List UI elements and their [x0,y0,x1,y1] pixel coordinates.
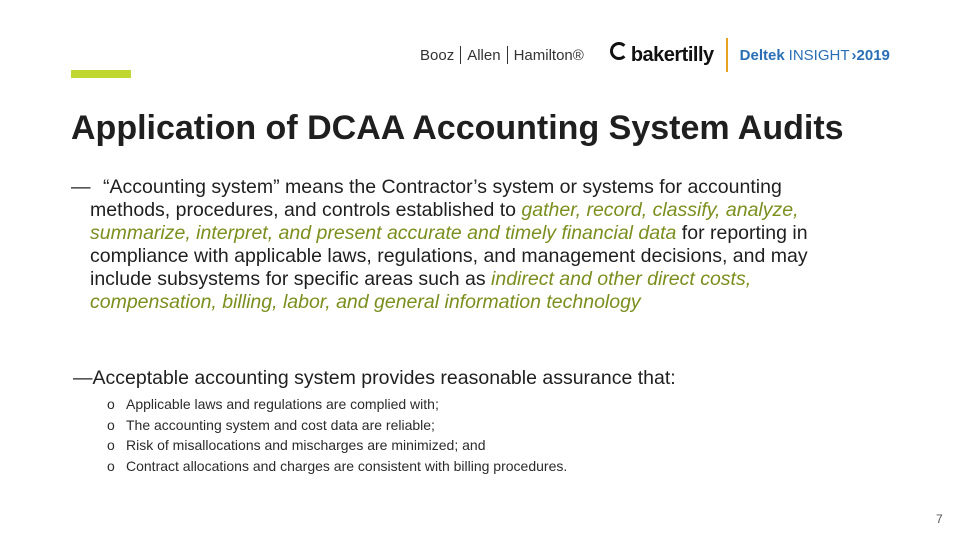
insight-wordmark: INSIGHT [788,46,850,64]
accounting-system-definition [71,176,831,314]
booz-allen-hamilton-logo [420,46,584,64]
page-number: 7 [936,512,943,526]
list-item-text: Contract allocations and charges are consistent with billing procedures. [126,457,568,474]
assurance-list [107,394,567,476]
list-item-text: Risk of misallocations and mischarges are minimized; and [126,437,486,453]
chevron-right-icon: › [851,46,857,64]
acceptable-system-statement: ―Acceptable accounting system provides reasonable assurance that: [73,367,676,389]
definition-highlight-2: indirect and other direct costs, compensation, billing, labor, and general information technology [90,268,752,313]
logo-separator [507,46,508,64]
baker-tilly-logo [610,44,714,67]
list-item-text: The accounting system and cost data are reliable; [126,416,435,433]
partner-logos [420,38,890,72]
slide-title: Application of DCAA Accounting System Audits [71,109,844,147]
definition-part-1: “Accounting system” means the Contractor’s system or systems for accounting methods, procedures, and controls established to [90,176,782,221]
logo-word-allen: Allen [467,46,501,64]
list-item-text: Applicable laws and regulations are complied with; [126,396,439,412]
list-item [107,415,567,436]
baker-tilly-wordmark: bakertilly [630,43,714,66]
bullet-icon: o [107,437,115,453]
logo-word-booz: Booz [420,46,455,64]
logo-separator [460,46,461,64]
list-item [107,435,567,456]
dash-marker: ― [71,176,91,198]
definition-text [71,176,831,314]
baker-tilly-mark-icon [610,42,628,60]
bullet-icon: o [107,396,115,412]
definition-highlight-1: gather, record, classify, analyze, summarize, interpret, and present accurate and timely financial data [90,199,799,244]
deltek-wordmark: Deltek [739,46,785,64]
logo-word-hamilton: Hamilton® [513,46,584,64]
list-item [107,394,567,415]
list-item [107,456,567,477]
logo-divider [726,38,728,72]
bullet-icon: o [107,416,115,433]
bullet-icon: o [107,457,115,474]
accent-bar [71,70,131,78]
event-year: 2019 [856,46,890,64]
definition-part-2: for reporting in compliance with applicable laws, regulations, and management decisions, and may include subsystems for specific areas such as [90,222,808,290]
